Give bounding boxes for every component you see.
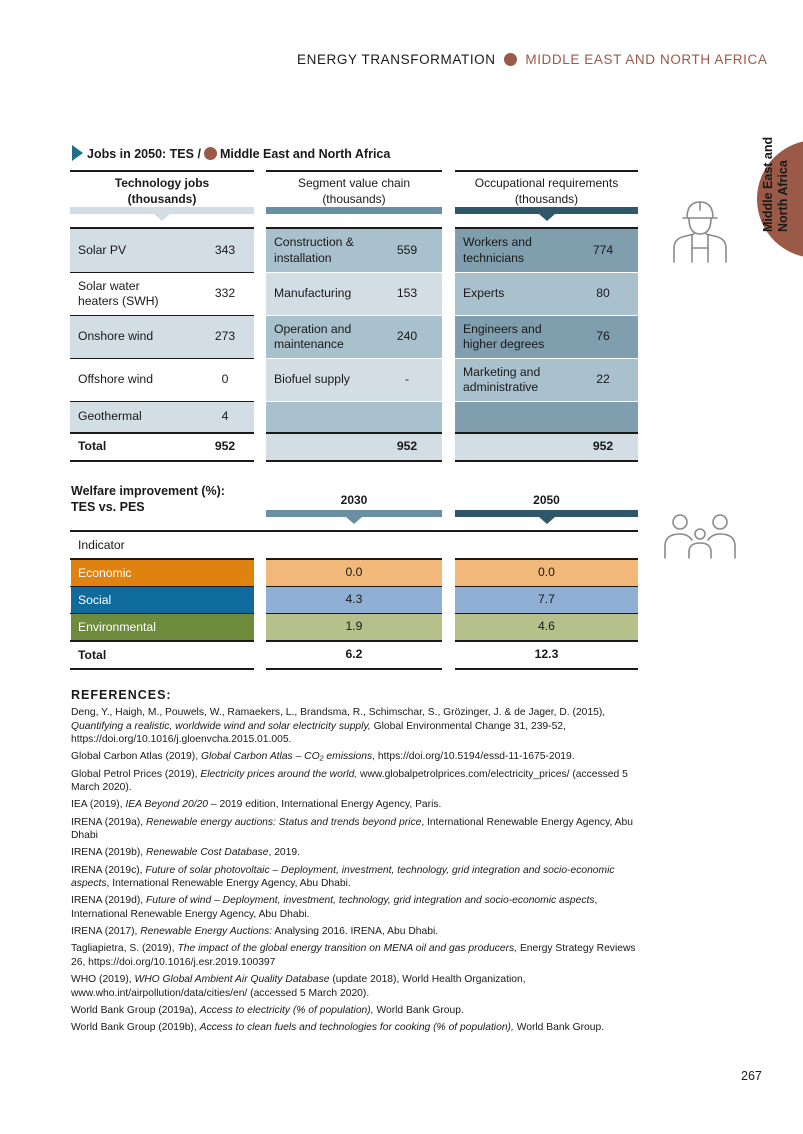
indicator-economic: Economic — [71, 560, 254, 586]
technology-bar — [70, 207, 254, 214]
row-value: 80 — [596, 286, 610, 301]
total-value: 952 — [396, 439, 418, 454]
total-row — [266, 434, 442, 460]
reference-item: IRENA (2019a), Renewable energy auctions: Status and trends beyond price, International Renewable Energy Agency, Abu Dhabi — [71, 816, 633, 842]
indicator-header: Indicator — [78, 538, 125, 552]
segment-value-chain-column — [266, 170, 442, 462]
table-row-empty — [455, 402, 638, 432]
col-2050-label: 2050 — [533, 493, 560, 507]
chevron-down-icon — [154, 214, 170, 221]
row-label: Offshore wind — [78, 372, 153, 387]
reference-item: IRENA (2019b), Renewable Cost Database, 2019. — [71, 847, 300, 859]
row-label: Solar water heaters (SWH) — [78, 278, 159, 308]
reference-item: IRENA (2017), Renewable Energy Auctions: Analysing 2016. IRENA, Abu Dhabi. — [71, 926, 439, 938]
reference-item: Tagliapietra, S. (2019), The impact of the global energy transition on MENA oil and gas producers, Energy Strategy Reviews 26, https://doi.org/10.1016/j.esr.2019.100397 — [71, 943, 636, 968]
economic-2030 — [266, 560, 442, 586]
total-2030 — [266, 642, 442, 668]
row-label: Biofuel supply — [274, 372, 350, 387]
cell-value: 0.0 — [538, 565, 555, 580]
chevron-down-icon — [539, 214, 555, 221]
row-label: Geothermal — [78, 409, 142, 424]
row-value: 273 — [214, 329, 236, 344]
row-value: 22 — [596, 372, 610, 387]
side-tab-line2: North Africa — [776, 160, 790, 232]
row-value: 559 — [396, 242, 418, 257]
table-row — [70, 358, 254, 401]
region-dot-icon — [504, 53, 517, 66]
cell-value: 12.3 — [534, 647, 559, 662]
references-title: REFERENCES: — [71, 688, 172, 702]
row-label: Operation and maintenance — [274, 321, 352, 351]
table-row — [70, 272, 254, 315]
page-header — [297, 52, 767, 67]
row-label: Workers and technicians — [463, 235, 532, 265]
technology-heading: Technology jobs (thousands) — [114, 176, 210, 206]
play-triangle-icon — [72, 145, 83, 161]
table-row — [455, 273, 638, 315]
table-row — [266, 273, 442, 315]
reference-item: IRENA (2019d), Future of wind – Deployment, investment, technology, grid integration and socio-economic aspects, International Renewable Energy Agency, Abu Dhabi. — [71, 895, 598, 920]
cell-value: 4.6 — [538, 619, 555, 634]
reference-item: World Bank Group (2019a), Access to electricity (% of population), World Bank Group. — [71, 1004, 464, 1016]
row-label: Manufacturing — [274, 286, 352, 301]
header-region: MIDDLE EAST AND NORTH AFRICA — [525, 52, 768, 67]
jobs-title-region: Middle East and North Africa — [219, 147, 391, 161]
table-row — [455, 359, 638, 401]
indicator-social: Social — [71, 587, 254, 613]
page-number: 267 — [741, 1069, 762, 1083]
row-label: Experts — [463, 286, 505, 301]
cell-value: 6.2 — [345, 647, 363, 662]
row-value: 240 — [396, 329, 418, 344]
table-row — [70, 315, 254, 358]
welfare-2050-header — [455, 492, 638, 526]
row-value: 343 — [214, 242, 236, 257]
table-row — [266, 316, 442, 358]
table-row — [70, 401, 254, 432]
row-value: - — [404, 372, 410, 387]
row-value: 0 — [221, 372, 229, 387]
row-label: Engineers and higher degrees — [463, 321, 545, 351]
cell-value: 4.3 — [345, 592, 363, 607]
row-label: Construction & installation — [274, 235, 354, 265]
cell-value: 7.7 — [538, 592, 555, 607]
row-label: Marketing and administrative — [463, 364, 541, 394]
header-section: ENERGY TRANSFORMATION — [297, 52, 496, 67]
environmental-2050 — [455, 614, 638, 640]
row-value: 153 — [396, 286, 418, 301]
reference-item: Global Carbon Atlas (2019), Global Carbon Atlas – CO₂ emissions, https://doi.org/10.5194/essd-11-1675-2019. — [71, 751, 575, 763]
technology-jobs-column — [70, 170, 254, 462]
jobs-title — [72, 145, 390, 161]
reference-item: IEA (2019), IEA Beyond 20/20 – 2019 edition, International Energy Agency, Paris. — [71, 799, 442, 811]
family-people-icon — [662, 512, 738, 562]
row-value: 774 — [592, 242, 614, 257]
total-row — [70, 434, 254, 460]
col-2030-label: 2030 — [340, 493, 368, 507]
table-row — [266, 229, 442, 272]
row-label: Solar PV — [78, 242, 127, 257]
total-2050 — [455, 642, 638, 668]
segment-bar — [266, 207, 442, 214]
col-2050-bar — [455, 510, 638, 517]
reference-item: World Bank Group (2019b), Access to clean fuels and technologies for cooking (% of population), World Bank Group. — [71, 1022, 605, 1033]
table-row — [455, 316, 638, 358]
table-row — [266, 359, 442, 401]
row-label: Onshore wind — [78, 329, 154, 344]
total-value: 952 — [214, 439, 236, 454]
row-value: 76 — [596, 329, 610, 344]
reference-item: Global Petrol Prices (2019), Electricity prices around the world, www.globalpetrolprices.com/electricity_prices/ (accessed 5 March 2020). — [71, 768, 628, 794]
col-2030-bar — [266, 510, 442, 517]
region-dot-icon — [204, 147, 217, 160]
total-label: Total — [78, 439, 107, 454]
occupational-requirements-column — [455, 170, 638, 462]
total-value: 952 — [592, 439, 614, 454]
row-value: 4 — [221, 409, 229, 424]
chevron-down-icon — [539, 517, 555, 524]
social-2050 — [455, 587, 638, 613]
reference-item: Deng, Y., Haigh, M., Pouwels, W., Ramaekers, L., Brandsma, R., Schimschar, S., Grözinger, J. & de Jager, D. (2015), Quantifying a realistic, worldwide wind and solar electricity supply, Global Environmental Change 31, 239-52, https://doi.org/10.1016/j.gloenvcha.2015.01.005. — [71, 707, 606, 746]
indicator-environmental: Environmental — [71, 614, 254, 640]
row-value: 332 — [214, 286, 236, 301]
table-row-empty — [266, 402, 442, 432]
occupational-bar — [455, 207, 638, 214]
reference-item: WHO (2019), WHO Global Ambient Air Quality Database (update 2018), World Health Organization, www.who.int/airpollution/data/cities/en/ (accessed 5 March 2020). — [71, 974, 526, 999]
side-tab-line1: Middle East and — [761, 136, 775, 232]
table-row — [70, 229, 254, 272]
total-row — [455, 434, 638, 460]
environmental-2030 — [266, 614, 442, 640]
occupational-heading: Occupational requirements (thousands) — [474, 176, 619, 206]
cell-value: 0.0 — [345, 565, 363, 580]
side-tab-label — [752, 126, 802, 236]
social-2030 — [266, 587, 442, 613]
welfare-title: Welfare improvement (%): TES vs. PES — [71, 484, 225, 514]
cell-value: 1.9 — [345, 619, 363, 634]
welfare-2030-header — [266, 492, 442, 526]
reference-item: IRENA (2019c), Future of solar photovoltaic – Deployment, investment, technology, grid integration and socio-economic aspects, International Renewable Energy Agency, Abu Dhabi. — [71, 864, 615, 890]
chevron-down-icon — [346, 517, 362, 524]
economic-2050 — [455, 560, 638, 586]
jobs-title-prefix: Jobs in 2050: TES / — [87, 147, 201, 161]
references-list — [71, 706, 641, 1038]
welfare-total-label: Total — [78, 648, 107, 662]
segment-heading: Segment value chain (thousands) — [297, 176, 411, 206]
worker-hardhat-icon — [670, 198, 730, 264]
table-row — [455, 229, 638, 272]
